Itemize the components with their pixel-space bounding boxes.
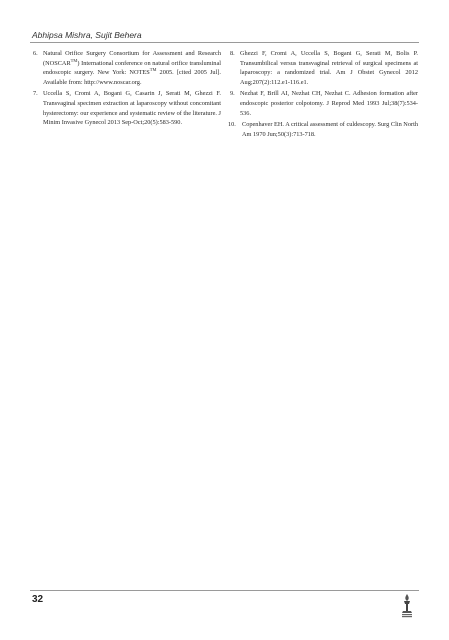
reference-item-7: [33, 89, 221, 128]
references-left-column: [33, 49, 221, 130]
trademark-superscript: TM: [70, 57, 78, 63]
running-header-authors: Abhipsa Mishra, Sujit Behera: [32, 30, 142, 40]
reference-item-6: [33, 49, 221, 88]
reference-text: Uccella S, Cromi A, Bogani G, Casarin J, Serati M, Ghezzi F. Transvaginal specimen extraction at laparoscopy without concomitant hysterectomy: our experience and systematic review of the literature. J Minim Invasive Gynecol 2013 Sep-Oct;20(5):583-590.: [43, 90, 221, 127]
reference-number: 9.: [230, 90, 235, 98]
trademark-superscript: TM: [149, 67, 157, 73]
references-right-column: [230, 49, 418, 141]
reference-text: ) International conference on natural orifice transluminal endoscopic surgery. New York: NOTES: [43, 59, 221, 77]
reference-text: Copenhaver EH. A critical assessment of culdescopy. Surg Clin North Am 1970 Jun;50(3):713-718.: [242, 120, 418, 138]
jaypee-torch-logo-icon: [400, 593, 414, 619]
reference-number: 7.: [33, 90, 38, 98]
page-number: 32: [32, 594, 44, 605]
reference-item-9: [230, 89, 418, 118]
reference-text: Ghezzi F, Cromi A, Uccella S, Bogani G, Serati M, Bolis P. Transumbilical versus transvaginal retrieval of surgical specimens at laparoscopy: a randomized trial. Am J Obstet Gynecol 2012 Aug;207(2):112.e1-116.e1.: [240, 50, 418, 87]
reference-number: 6.: [33, 50, 38, 57]
reference-number: 10.: [228, 120, 236, 128]
reference-item-10: [230, 120, 418, 139]
footer-divider: [30, 590, 419, 591]
reference-text: Nezhat F, Brill AI, Nezhat CH, Nezhat C. Adhesion formation after endoscopic posterior colpotomy. J Reprod Med 1993 Jul;38(7):534-536.: [240, 90, 418, 117]
reference-text: Natural Orifice Surgery Consortium for Assessment and Research (NOSCAR: [43, 50, 221, 67]
reference-text: 2005. [cited 2005 Jul]. Available from: http://www.noscar.org.: [43, 69, 221, 87]
reference-number: 8.: [230, 50, 235, 57]
header-divider: [30, 42, 419, 43]
reference-item-8: [230, 49, 418, 88]
